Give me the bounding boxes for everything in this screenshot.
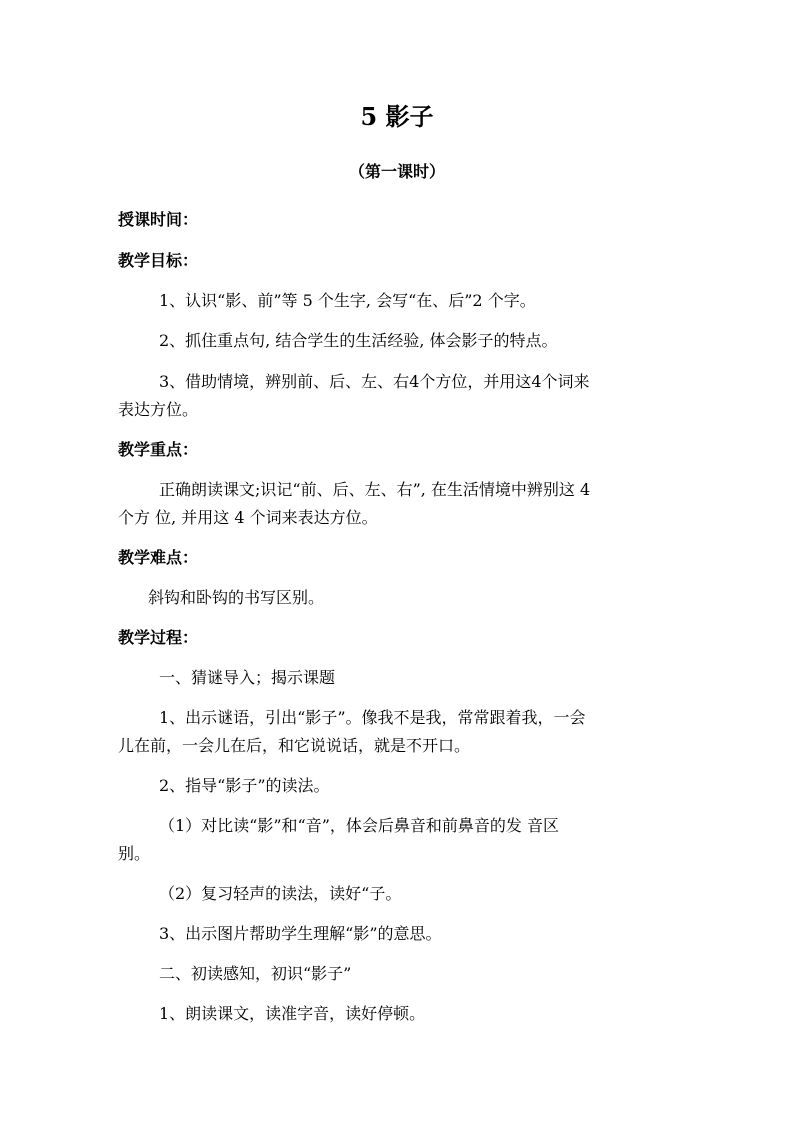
process-line-4: 2、指导“影子”的读法。 — [159, 776, 330, 795]
goal-item-3: 3、借助情境，辨别前、后、左、右4个方位，并用这4个词来 — [159, 372, 590, 391]
lesson-title: 5 影子 — [360, 102, 434, 131]
process-line-8: 3、出示图片帮助学生理解“影”的意思。 — [159, 924, 442, 943]
difficulty-text: 斜钩和卧钩的书写区别。 — [148, 588, 325, 607]
process-heading: 教学过程： — [118, 628, 199, 647]
difficulty-heading: 教学难点： — [118, 548, 199, 567]
process-line-10: 1、朗读课文，读准字音，读好停顿。 — [159, 1004, 426, 1023]
lesson-subtitle: （第一课时） — [348, 162, 445, 181]
process-line-2: 1、出示谜语，引出“影子”。像我不是我，常常跟着我，一会 — [159, 708, 586, 727]
key-heading: 教学重点： — [118, 440, 199, 459]
goal-item-3-continued: 表达方位。 — [118, 400, 199, 419]
goal-item-2: 2、抓住重点句, 结合学生的生活经验, 体会影子的特点。 — [159, 331, 558, 350]
process-line-3: 儿在前，一会儿在后，和它说说话，就是不开口。 — [118, 736, 471, 755]
process-line-9: 二、初读感知，初识“影子” — [159, 964, 352, 983]
goal-item-1: 1、认识“影、前”等 5 个生字, 会写“在、后”2 个字。 — [159, 291, 536, 310]
process-line-7: （2）复习轻声的读法，读好“子。 — [159, 884, 402, 903]
key-points-line-1: 正确朗读课文;识记“前、后、左、右”, 在生活情境中辨别这 4 — [159, 480, 591, 499]
key-points-line-2: 个方 位, 并用这 4 个词来表达方位。 — [118, 508, 378, 527]
process-line-1: 一、猜谜导入；揭示课题 — [159, 668, 336, 687]
process-line-6: 别。 — [118, 844, 151, 863]
goals-heading: 教学目标： — [118, 251, 199, 270]
process-line-5: （1）对比读“影”和“音”，体会后鼻音和前鼻音的发 音区 — [159, 816, 559, 835]
time-heading: 授课时间： — [118, 210, 199, 229]
